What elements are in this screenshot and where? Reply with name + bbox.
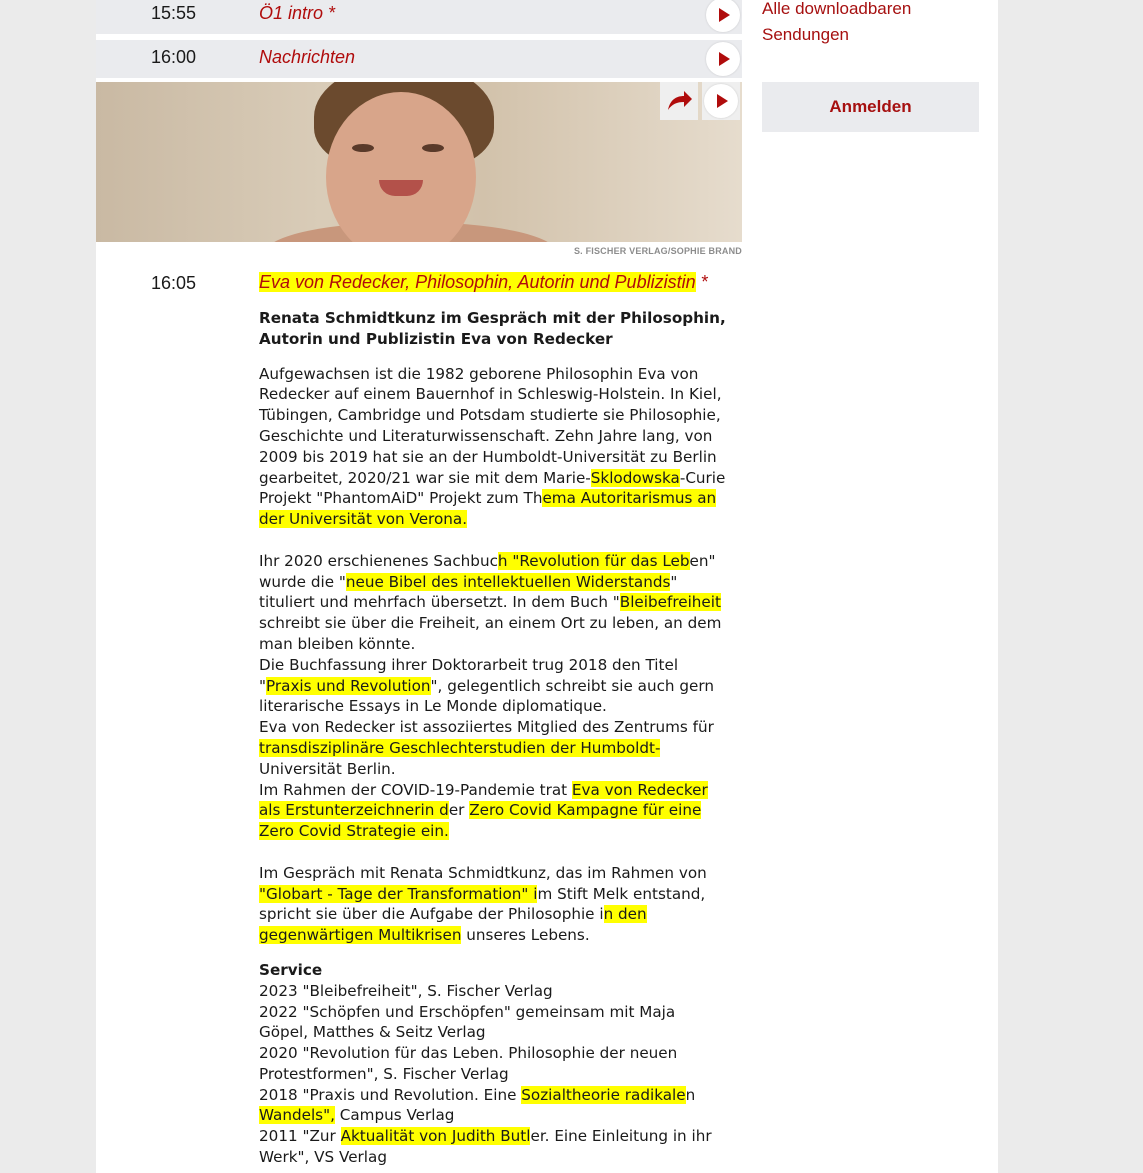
episode-title-suffix: * xyxy=(695,272,708,292)
schedule-time: 16:00 xyxy=(151,47,197,67)
share-button[interactable] xyxy=(660,82,698,120)
episode-description xyxy=(259,308,729,1168)
paragraph: Im Gespräch mit Renata Schmidtkunz, das im Rahmen von "Globart - Tage der Transformation" im Stift Melk entstand, spricht sie über die Aufgabe der Philosophie in den gegenwärtigen Multikrisen unseres Lebens. xyxy=(259,863,707,945)
paragraph: Eva von Redecker ist assoziiertes Mitglied des Zentrums für transdisziplinäre Geschlechterstudien der Humboldt-Universität Berlin. xyxy=(259,718,714,778)
photo-credit: S. FISCHER VERLAG/SOPHIE BRAND xyxy=(573,246,742,256)
play-episode-button[interactable] xyxy=(702,82,740,120)
service-item: 2020 "Revolution für das Leben. Philosophie der neuen Protestformen", S. Fischer Verlag xyxy=(259,1044,678,1083)
service-item: 2011 "Zur Aktualität von Judith Butler. Eine Einleitung in ihr Werk", VS Verlag xyxy=(259,1127,712,1167)
schedule-title[interactable]: Nachrichten xyxy=(259,47,356,67)
paragraph: Die Buchfassung ihrer Doktorarbeit trug 2018 den Titel "Praxis und Revolution", gelegentlich schreibt sie auch gern literarische Essays in Le Monde diplomatique. xyxy=(259,655,714,716)
schedule-row[interactable] xyxy=(96,40,742,78)
episode-photo xyxy=(96,82,742,242)
service-item: 2023 "Bleibefreiheit", S. Fischer Verlag xyxy=(259,981,553,1000)
service-item: 2018 "Praxis und Revolution. Eine Sozialtheorie radikalen Wandels", Campus Verlag xyxy=(259,1085,696,1125)
downloads-link[interactable]: Alle downloadbaren Sendungen xyxy=(762,0,912,44)
episode-lead: Renata Schmidtkunz im Gespräch mit der Philosophin, Autorin und Publizistin Eva von Redecker xyxy=(259,309,726,348)
service-heading: Service xyxy=(259,960,323,979)
page-content xyxy=(96,0,998,1173)
episode-title-text[interactable]: Eva von Redecker, Philosophin, Autorin und Publizistin xyxy=(259,272,696,292)
play-icon[interactable] xyxy=(706,42,740,76)
episode-time: 16:05 xyxy=(151,273,197,293)
schedule-title[interactable]: Ö1 intro * xyxy=(259,3,336,23)
paragraph: Aufgewachsen ist die 1982 geborene Philosophin Eva von Redecker auf einem Bauernhof in Schleswig-Holstein. In Kiel, Tübingen, Cambridge und Potsdam studierte sie Philosophie, Geschichte und Literaturwissenschaft. Zehn Jahre lang, von 2009 bis 2019 hat sie an der Humboldt-Universität zu Berlin gearbeitet, 2020/21 war sie mit dem Marie-Sklodowska-Curie Projekt "PhantomAiD" Projekt zum Thema Autoritarismus an der Universität von Verona. xyxy=(259,364,726,529)
schedule-row[interactable] xyxy=(96,0,742,34)
play-icon[interactable] xyxy=(706,0,740,32)
paragraph: Ihr 2020 erschienenes Sachbuch "Revolution für das Leben" wurde die "neue Bibel des intellektuellen Widerstands" tituliert und mehrfach übersetzt. In dem Buch "Bleibefreiheit schreibt sie über die Freiheit, an einem Ort zu leben, an dem man bleiben könnte. xyxy=(259,551,722,653)
schedule-time: 15:55 xyxy=(151,3,197,23)
login-button[interactable]: Anmelden xyxy=(762,82,979,132)
play-icon xyxy=(704,84,738,118)
episode-title[interactable] xyxy=(259,272,739,293)
paragraph: Im Rahmen der COVID-19-Pandemie trat Eva von Redecker als Erstunterzeichnerin der Zero Covid Kampagne für eine Zero Covid Strategie ein. xyxy=(259,780,708,841)
share-arrow-icon xyxy=(660,82,698,120)
service-item: 2022 "Schöpfen und Erschöpfen" gemeinsam mit Maja Göpel, Matthes & Seitz Verlag xyxy=(259,1002,676,1042)
